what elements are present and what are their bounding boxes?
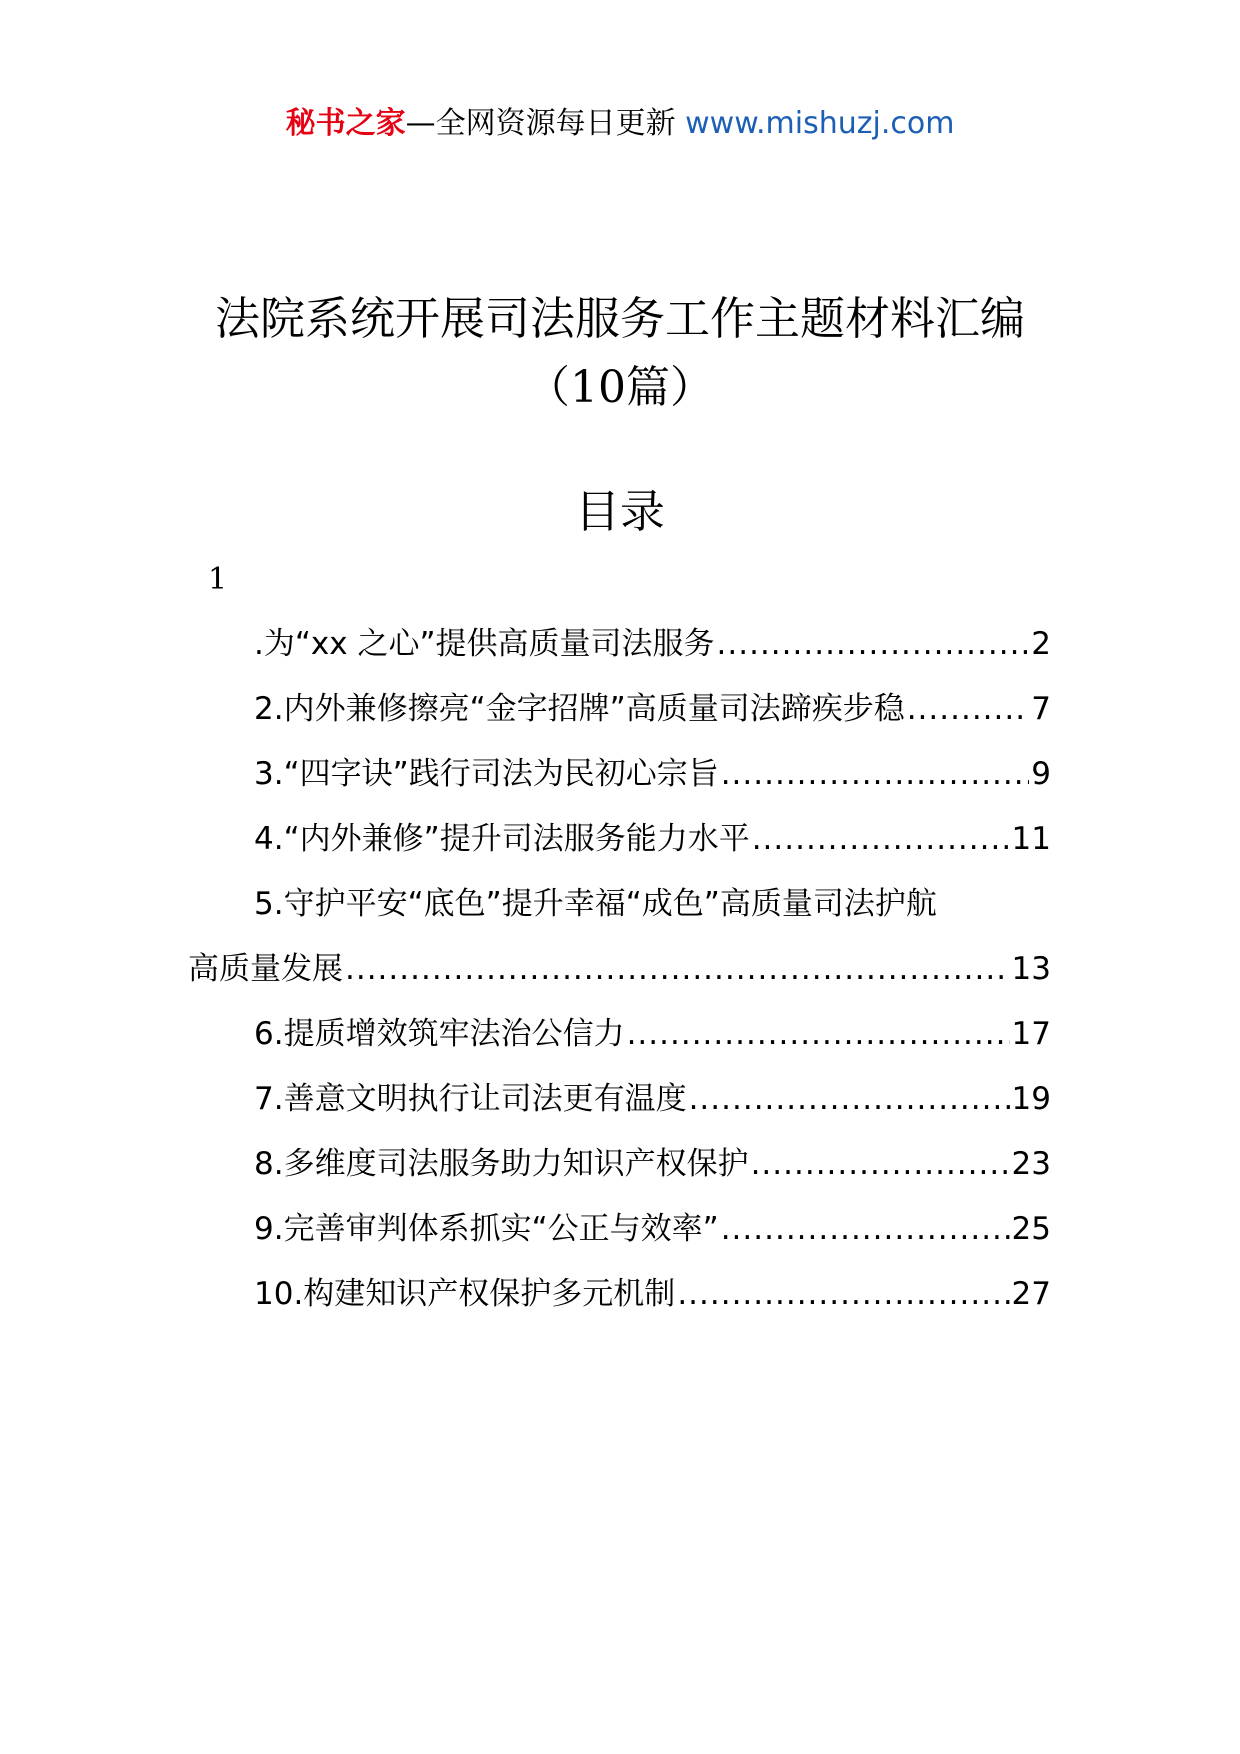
toc-entry-page: 7 [1031,691,1051,727]
subtitle-count: 10 [570,362,626,413]
toc-leader-dots [907,677,1030,742]
toc-leader-dots [721,1197,1010,1262]
toc-leader-dots [677,1262,1009,1327]
toc-entry-page: 19 [1011,1081,1051,1117]
document-subtitle [0,358,1240,418]
stray-number: 1 [208,562,228,597]
toc-entry-title: 3.“四字诀”践行司法为民初心宗旨 [254,756,719,792]
toc-leader-dots [721,742,1030,807]
banner-slogan: —全网资源每日更新 [405,106,676,141]
toc-entry-line-1[interactable] [188,872,1051,937]
toc-entry[interactable] [188,742,1051,807]
toc-leader-dots [752,807,1010,872]
toc-leader-dots [689,1067,1010,1132]
toc-entry-title: 9.完善审判体系抓实“公正与效率” [254,1211,719,1247]
toc-entry-title: 4.“内外兼修”提升司法服务能力水平 [254,821,750,857]
toc-entry-page: 2 [1031,626,1051,662]
toc-heading: 目录 [574,485,665,538]
toc-entry[interactable] [188,1002,1051,1067]
document-title: 法院系统开展司法服务工作主题材料汇编 [214,292,1025,345]
toc-entry-title: 10.构建知识产权保护多元机制 [254,1276,676,1312]
toc-entry[interactable] [188,1132,1051,1197]
toc-entry-title: 5.守护平安“底色”提升幸福“成色”高质量司法护航 [254,886,937,922]
toc-entry[interactable] [188,1197,1051,1262]
toc-entry-page: 11 [1011,821,1051,857]
toc-entry[interactable] [188,1067,1051,1132]
toc-entry-page: 25 [1011,1211,1051,1247]
toc-entry-page: 23 [1011,1146,1051,1182]
subtitle-rest: 篇） [626,362,714,413]
toc-entry-title: 8.多维度司法服务助力知识产权保护 [254,1146,749,1182]
toc-entry-title: 2.内外兼修擦亮“金字招牌”高质量司法蹄疾步稳 [254,691,905,727]
toc-entry[interactable] [188,612,1051,677]
toc-entry-page: 13 [1011,951,1051,987]
subtitle-open-paren: （ [526,362,570,413]
toc-entry[interactable] [188,807,1051,872]
toc-entry[interactable] [188,677,1051,742]
toc-leader-dots [627,1002,1010,1067]
toc-leader-dots [345,937,1010,1002]
table-of-contents [188,612,1051,1327]
toc-entry-title: 7.善意文明执行让司法更有温度 [254,1081,687,1117]
toc-entry-line-2[interactable] [188,937,1051,1002]
toc-entry-title: 6.提质增效筑牢法治公信力 [254,1016,625,1052]
toc-entry[interactable] [188,1262,1051,1327]
toc-entry-page: 9 [1031,756,1051,792]
site-url-link[interactable]: www.mishuzj.com [685,106,955,141]
toc-entry-page: 27 [1011,1276,1051,1312]
site-banner [0,100,1240,148]
toc-entry-title-continued: 高质量发展 [188,951,343,987]
toc-leader-dots [717,612,1030,677]
toc-entry-page: 17 [1011,1016,1051,1052]
toc-entry-title: .为“xx 之心”提供高质量司法服务 [254,626,715,662]
toc-leader-dots [751,1132,1010,1197]
brand-name: 秘书之家 [285,106,406,141]
